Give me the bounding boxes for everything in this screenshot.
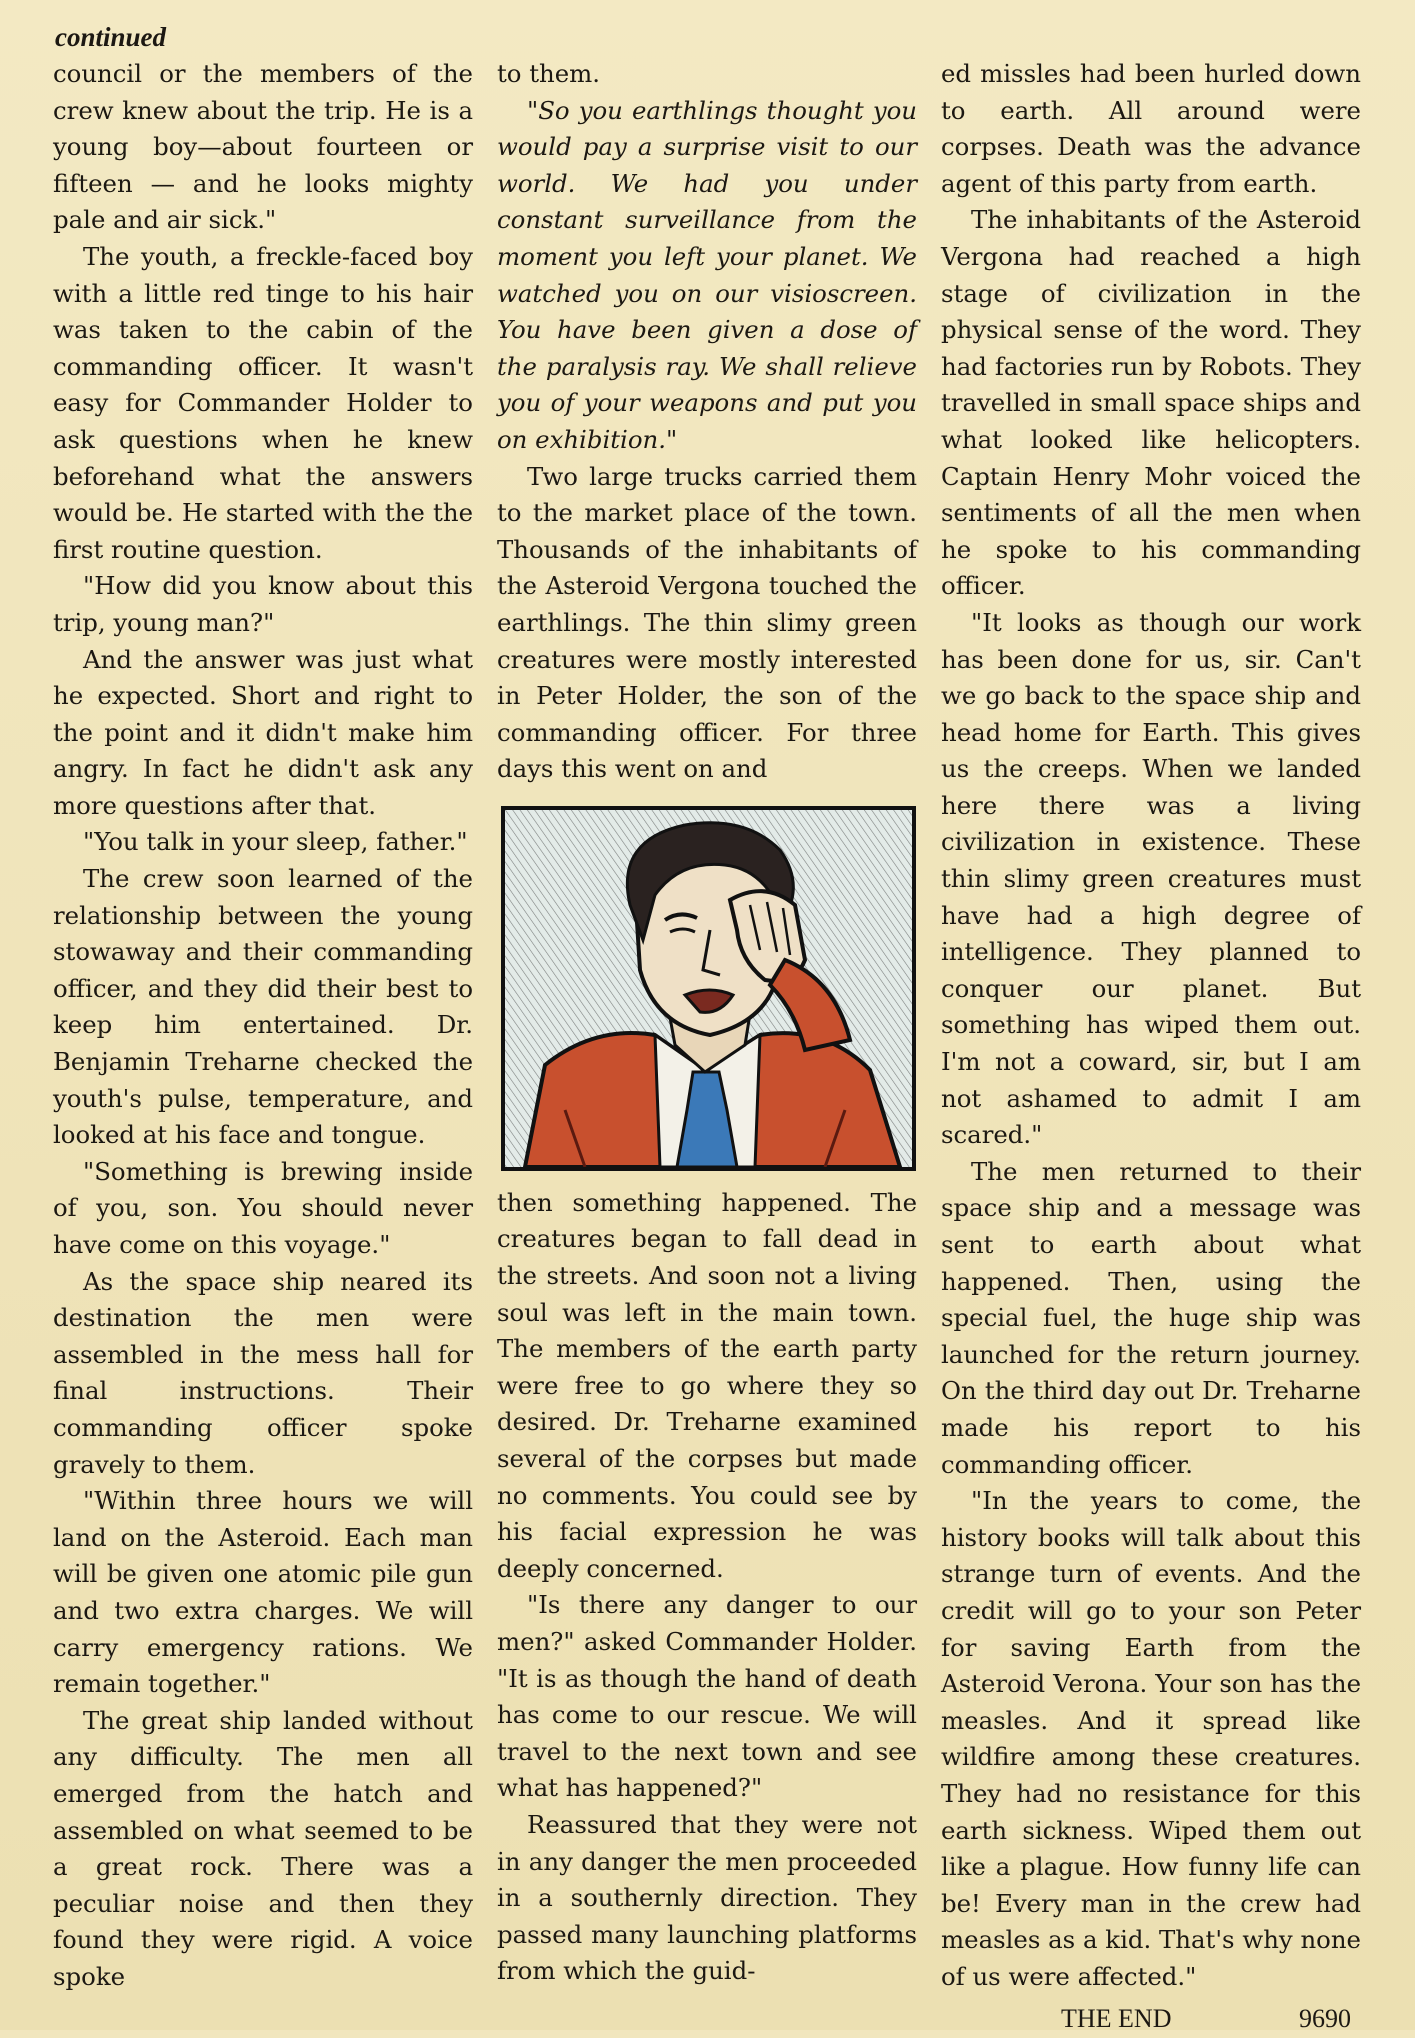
- comic-panel-illustration: [501, 806, 916, 1171]
- column-2: [497, 56, 917, 1990]
- paragraph: Two large trucks carried them to the market place of the town. Thousands of the inhabitants of the Asteroid Vergona touched the earthlings. The thin slimy green creatures were mostly interested in Peter Holder, the son of the commanding officer. For three days this went on and: [497, 461, 917, 784]
- paragraph: The crew soon learned of the relationship between the young stowaway and their commanding officer, and they did their best to keep him entertained. Dr. Benjamin Treharne checked the youth's pulse, temperature, and looked at his face and tongue.: [53, 864, 473, 1150]
- paragraph: "So you earthlings thought you would pay a surprise visit to our world. We had you under constant surveillance from the moment you left your planet. We watched you on our visioscreen. You have been given a dose of the paralysis ray. We shall relieve you of your weapons and put you on exhibition.": [497, 95, 917, 454]
- paragraph: The great ship landed without any difficulty. The men all emerged from the hatch and assembled on what seemed to be a great rock. There was a peculiar noise and then they found they were rigid. A voice spoke: [53, 1705, 473, 1991]
- paragraph: then something happened. The creatures began to fall dead in the streets. And soon not a living soul was left in the main town. The members of the earth party were free to go where they so desired. Dr. Treharne examined several of the corpses but made no comments. You could see by his facial expression he was deeply concerned.: [497, 1187, 917, 1583]
- paragraph: to them.: [497, 59, 601, 88]
- the-end-label: THE END: [1061, 2004, 1172, 2034]
- column-3: [941, 56, 1361, 2038]
- paragraph: The youth, a freckle-faced boy with a little red tinge to his hair was taken to the cabin of the commanding officer. It wasn't easy for Commander Holder to ask questions when he knew beforehand what the answers would be. He started with the the first routine question.: [53, 241, 473, 564]
- paragraph: ed missles had been hurled down to earth. All around were corpses. Death was the advance agent of this party from earth.: [941, 59, 1361, 198]
- story-footer: [941, 2001, 1361, 2038]
- paragraph: "In the years to come, the history books will talk about this strange turn of events. And the credit will go to your son Peter for saving Earth from the Asteroid Verona. Your son has the measles. And it spread like wildfire among these creatures. They had no resistance for this earth sickness. Wiped them out like a plague. How funny life can be! Every man in the crew had measles as a kid. That's why none of us were affected.": [941, 1486, 1361, 1991]
- paragraph: As the space ship neared its destination the men were assembled in the mess hall for final instructions. Their commanding officer spoke gravely to them.: [53, 1266, 473, 1479]
- paragraph: "How did you know about this trip, young man?": [53, 571, 473, 637]
- paragraph: Reassured that they were not in any danger the men proceeded in a southernly direction. They passed many launching platforms from which the guid-: [497, 1809, 917, 1986]
- paragraph: "Within three hours we will land on the Asteroid. Each man will be given one atomic pile gun and two extra charges. We will carry emergency rations. We remain together.": [53, 1486, 473, 1699]
- paragraph: The men returned to their space ship and a message was sent to earth about what happened. Then, using the special fuel, the huge ship was launched for the return journey. On the third day out Dr. Treharne made his report to his commanding officer.: [941, 1156, 1361, 1479]
- paragraph: "Something is brewing inside of you, son. You should never have come on this voyage.": [53, 1156, 473, 1259]
- paragraph: council or the members of the crew knew about the trip. He is a young boy—about fourteen or fifteen — and he looks mighty pale and air sick.": [53, 59, 473, 235]
- paragraph: The inhabitants of the Asteroid Vergona had reached a high stage of civilization in the physical sense of the word. They had factories run by Robots. They travelled in small space ships and what looked like helicopters. Captain Henry Mohr voiced the sentiments of all the men when he spoke to his commanding officer.: [941, 205, 1361, 601]
- frightened-man-illustration: [505, 810, 912, 1167]
- paragraph: And the answer was just what he expected. Short and right to the point and it didn't make him angry. In fact he didn't ask any more questions after that.: [53, 644, 473, 820]
- column-1: [53, 56, 473, 1995]
- paragraph: "Is there any danger to our men?" asked Commander Holder. "It is as though the hand of death has come to our rescue. We will travel to the next town and see what has happened?": [497, 1590, 917, 1803]
- paragraph: "You talk in your sleep, father.": [83, 827, 468, 857]
- paragraph: "It looks as though our work has been done for us, sir. Can't we go back to the space ship and head home for Earth. This gives us the creeps. When we landed here there was a living civilization in existence. These thin slimy green creatures must have had a high degree of intelligence. They planned to conquer our planet. But something has wiped them out. I'm not a coward, sir, but I am not ashamed to admit I am scared.": [941, 607, 1361, 1150]
- continued-label: continued: [55, 22, 167, 52]
- page-code: 9690: [1299, 2004, 1351, 2034]
